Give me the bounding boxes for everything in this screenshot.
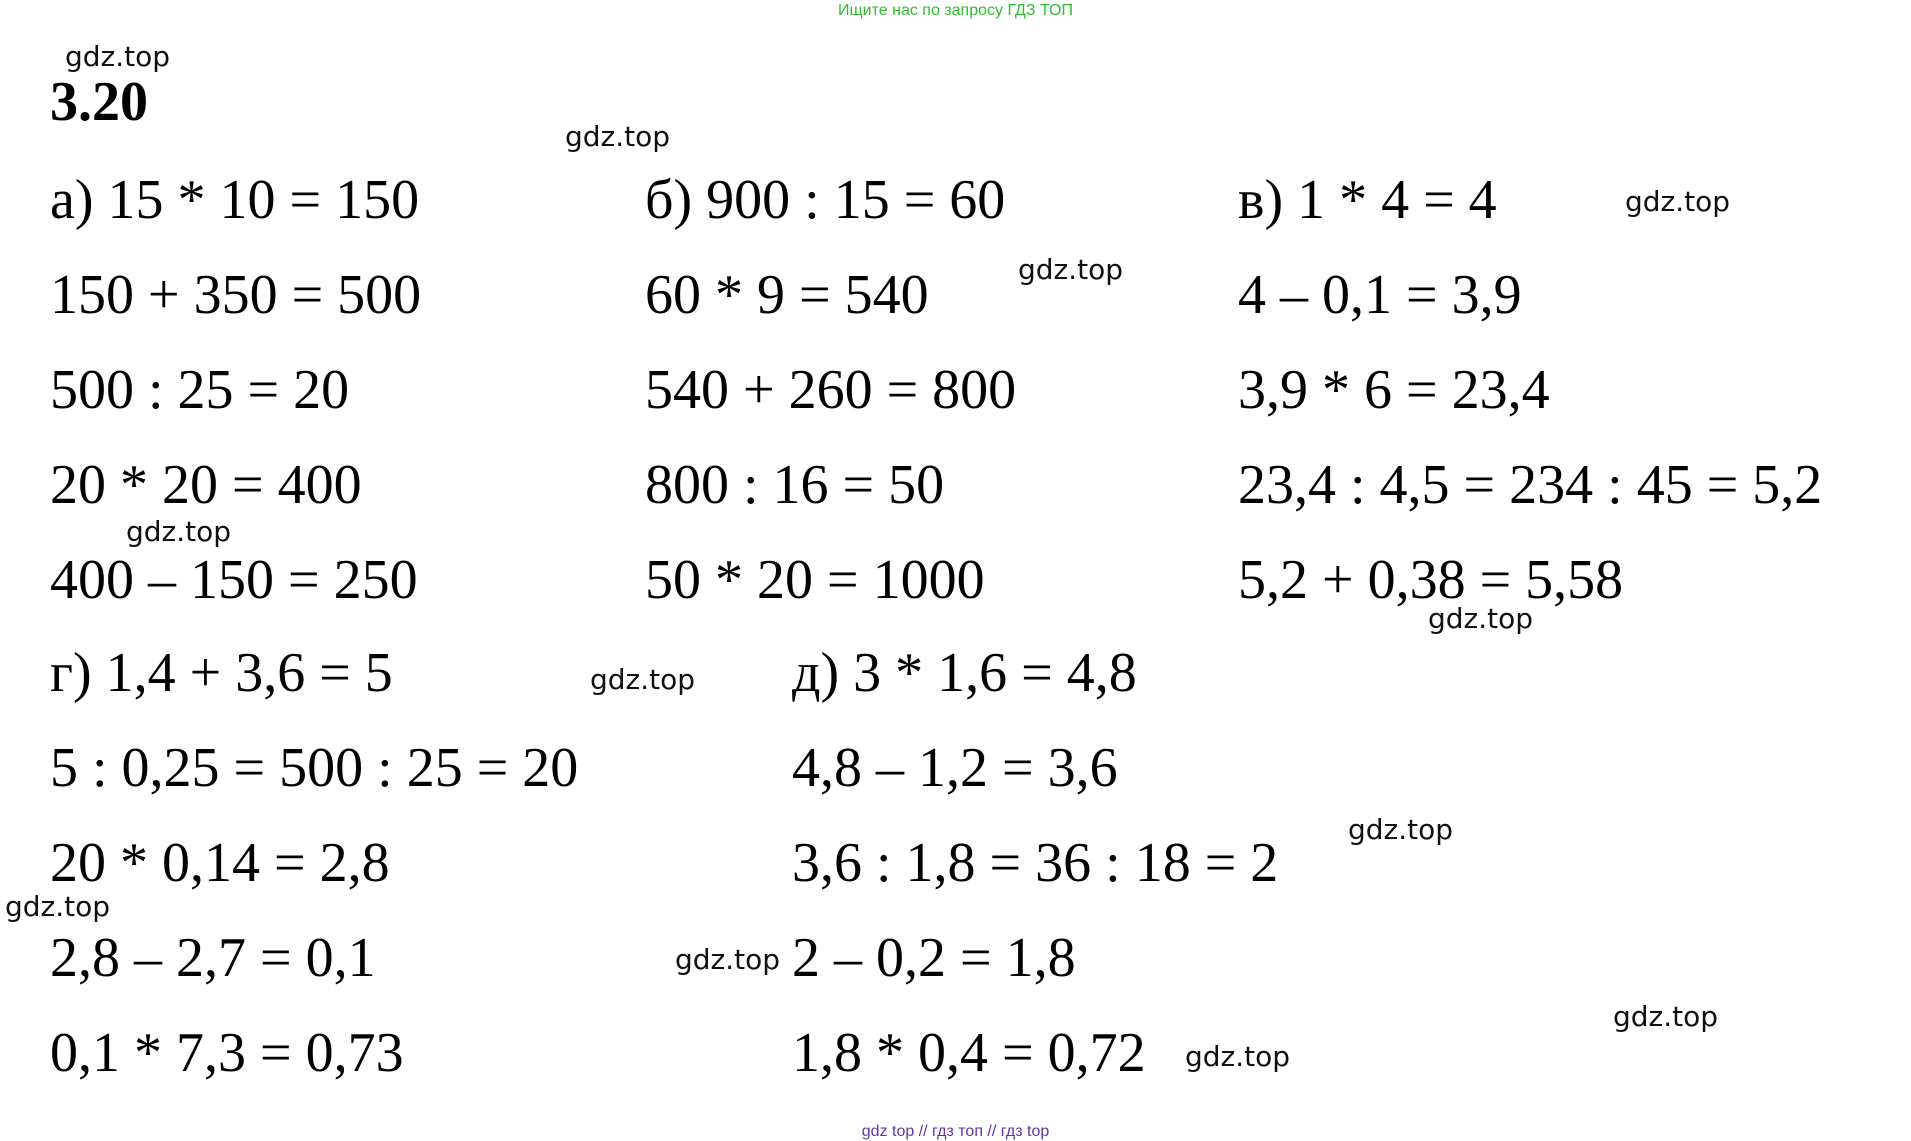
equation-d-4: 2 – 0,2 = 1,8: [792, 927, 1076, 989]
watermark: gdz.top: [1018, 253, 1124, 286]
watermark: gdz.top: [5, 890, 111, 923]
equation-d-2: 4,8 – 1,2 = 3,6: [792, 737, 1118, 799]
equation-d-1: д) 3 * 1,6 = 4,8: [792, 642, 1137, 704]
equation-a-1: а) 15 * 10 = 150: [50, 169, 420, 231]
equation-b-4: 800 : 16 = 50: [645, 454, 945, 516]
equation-b-2: 60 * 9 = 540: [645, 264, 929, 326]
equation-g-1: г) 1,4 + 3,6 = 5: [50, 642, 393, 704]
watermark: gdz.top: [1625, 185, 1731, 218]
watermark: gdz.top: [565, 120, 671, 153]
watermark: gdz.top: [1185, 1040, 1291, 1073]
watermark: gdz.top: [126, 515, 232, 548]
equation-v-1: в) 1 * 4 = 4: [1238, 169, 1497, 231]
equation-g-3: 20 * 0,14 = 2,8: [50, 832, 390, 894]
equation-v-3: 3,9 * 6 = 23,4: [1238, 359, 1550, 421]
equation-d-5: 1,8 * 0,4 = 0,72: [792, 1022, 1146, 1084]
equation-g-4: 2,8 – 2,7 = 0,1: [50, 927, 376, 989]
watermark: gdz.top: [590, 663, 696, 696]
watermark: gdz.top: [1428, 602, 1534, 635]
watermark: gdz.top: [1348, 813, 1454, 846]
equation-b-1: б) 900 : 15 = 60: [645, 169, 1006, 231]
equation-a-2: 150 + 350 = 500: [50, 264, 422, 326]
watermark: gdz.top: [675, 943, 781, 976]
equation-v-5: 5,2 + 0,38 = 5,58: [1238, 549, 1624, 611]
equation-v-2: 4 – 0,1 = 3,9: [1238, 264, 1522, 326]
problem-number: 3.20: [50, 71, 148, 133]
equation-v-4: 23,4 : 4,5 = 234 : 45 = 5,2: [1238, 454, 1823, 516]
watermark: gdz.top: [65, 40, 171, 73]
equation-g-5: 0,1 * 7,3 = 0,73: [50, 1022, 404, 1084]
equation-a-5: 400 – 150 = 250: [50, 549, 418, 611]
watermark: gdz.top: [1613, 1000, 1719, 1033]
equation-a-4: 20 * 20 = 400: [50, 454, 362, 516]
search-banner: Ищите нас по запросу ГДЗ ТОП: [838, 2, 1073, 19]
equation-g-2: 5 : 0,25 = 500 : 25 = 20: [50, 737, 579, 799]
equation-b-5: 50 * 20 = 1000: [645, 549, 985, 611]
equation-d-3: 3,6 : 1,8 = 36 : 18 = 2: [792, 832, 1279, 894]
equation-b-3: 540 + 260 = 800: [645, 359, 1017, 421]
footer-links: gdz top // гдз топ // гдз top: [861, 1123, 1050, 1140]
equation-a-3: 500 : 25 = 20: [50, 359, 350, 421]
